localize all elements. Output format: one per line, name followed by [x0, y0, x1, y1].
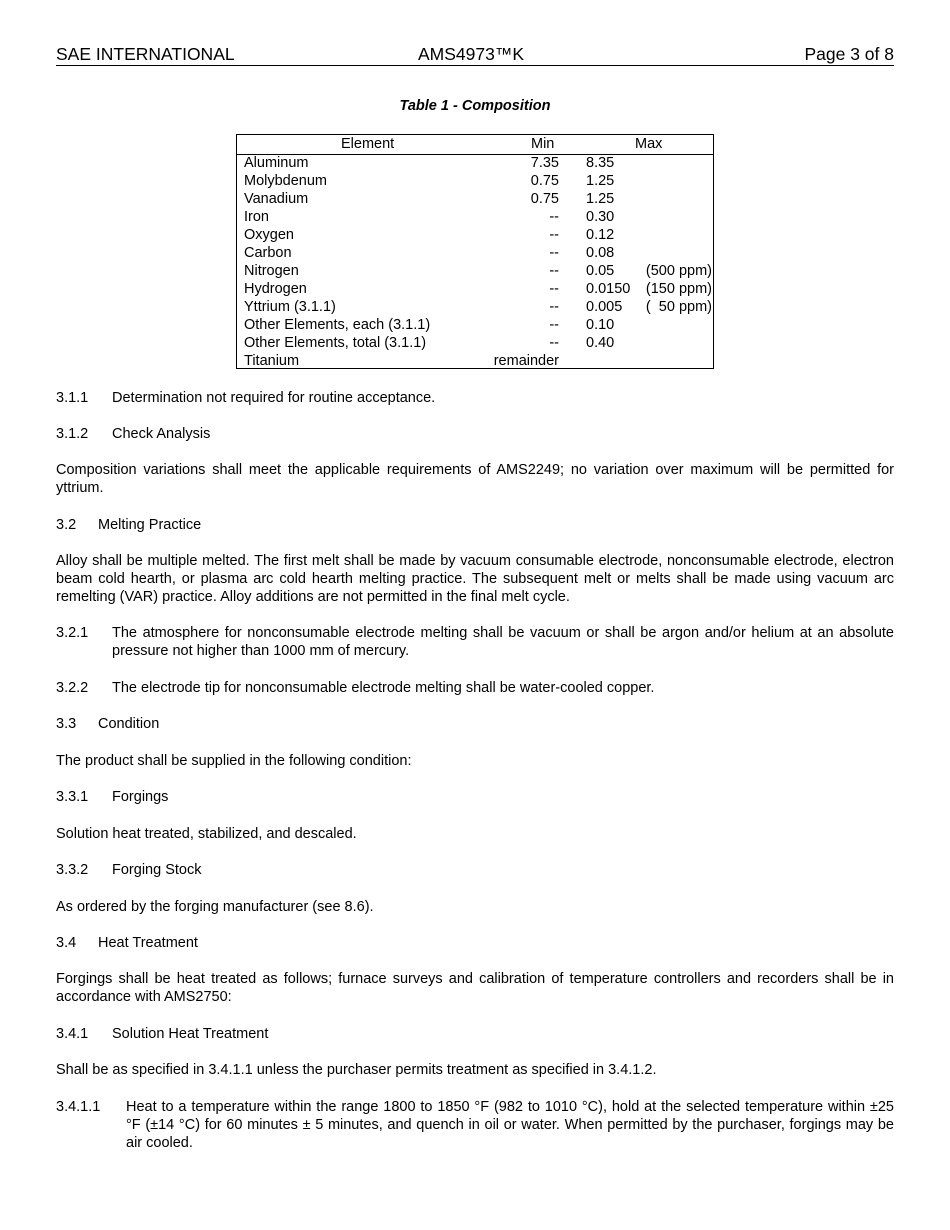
section-text: The atmosphere for nonconsumable electrode melting shall be vacuum or shall be argon and/or helium at an absolute pressure not higher than 1000 mm of mercury.: [112, 625, 894, 659]
section-number: 3.3.1: [56, 789, 89, 805]
cell-element: Vanadium: [244, 191, 309, 207]
cell-element: Titanium: [244, 353, 300, 369]
cell-ppm: (500 ppm): [645, 263, 712, 279]
header-page-number: Page 3 of 8: [804, 44, 894, 64]
section-number: 3.3: [56, 716, 77, 732]
cell-max: 0.10: [586, 317, 615, 333]
paragraph-forgings: Solution heat treated, stabilized, and descaled.: [56, 826, 357, 842]
section-title: Forging Stock: [112, 862, 202, 878]
table-row: [237, 298, 713, 316]
cell-max: 0.005: [586, 299, 623, 315]
section-number: 3.4.1.1: [56, 1099, 101, 1115]
paragraph-solution-heat-treatment: Shall be as specified in 3.4.1.1 unless the purchaser permits treatment as specified in 3.4.1.2.: [56, 1062, 657, 1078]
cell-max: 0.30: [586, 209, 615, 225]
cell-element: Oxygen: [244, 227, 294, 243]
table-row: [237, 208, 713, 226]
column-header-element: Element: [341, 136, 395, 152]
cell-element: Hydrogen: [244, 281, 307, 297]
paragraph-condition: The product shall be supplied in the following condition:: [56, 753, 412, 769]
table-row: [237, 226, 713, 244]
cell-element: Yttrium (3.1.1): [244, 299, 336, 315]
table-row: [237, 172, 713, 190]
table-row: [237, 352, 713, 370]
cell-max: 0.12: [586, 227, 615, 243]
cell-min: --: [549, 227, 559, 243]
cell-max: 0.0150: [586, 281, 631, 297]
section-number: 3.2.1: [56, 625, 89, 641]
cell-max: 1.25: [586, 191, 615, 207]
section-number: 3.4.1: [56, 1026, 89, 1042]
header-organization: SAE INTERNATIONAL: [56, 44, 235, 64]
section-number: 3.2.2: [56, 680, 89, 696]
table-row: [237, 262, 713, 280]
table-row: [237, 244, 713, 262]
cell-min: --: [549, 317, 559, 333]
cell-min: --: [549, 281, 559, 297]
section-number: 3.3.2: [56, 862, 89, 878]
cell-element: Other Elements, each (3.1.1): [244, 317, 431, 333]
table-row: [237, 316, 713, 334]
table-row: [237, 154, 713, 172]
cell-max: 0.08: [586, 245, 615, 261]
composition-table: [236, 134, 714, 369]
section-text: The electrode tip for nonconsumable electrode melting shall be water-cooled copper.: [112, 680, 655, 696]
cell-min: 0.75: [530, 173, 559, 189]
cell-min: 0.75: [530, 191, 559, 207]
cell-element: Molybdenum: [244, 173, 328, 189]
paragraph-heat-treatment: Forgings shall be heat treated as follows; furnace surveys and calibration of temperature controllers and recorders shall be in accordance with AMS2750:: [56, 971, 894, 1005]
section-title: Check Analysis: [112, 426, 211, 442]
section-title: Melting Practice: [98, 517, 202, 533]
section-title: Condition: [98, 716, 160, 732]
cell-min: remainder: [493, 353, 559, 369]
cell-max: 0.40: [586, 335, 615, 351]
section-title: Forgings: [112, 789, 169, 805]
cell-element: Iron: [244, 209, 269, 225]
table-row: [237, 334, 713, 352]
section-number: 3.4: [56, 935, 77, 951]
cell-element: Other Elements, total (3.1.1): [244, 335, 427, 351]
section-number: 3.2: [56, 517, 77, 533]
cell-min: --: [549, 245, 559, 261]
section-title: Heat Treatment: [98, 935, 198, 951]
section-number: 3.1.2: [56, 426, 89, 442]
paragraph-melting-practice: Alloy shall be multiple melted. The first melt shall be made by vacuum consumable electrode, nonconsumable electrode, electron beam cold hearth, or plasma arc cold hearth melting practice. The subsequent melt or melts shall be made using vacuum arc remelting (VAR) practice. Alloy additions are not permitted in the final melt cycle.: [56, 553, 894, 605]
paragraph-check-analysis: Composition variations shall meet the applicable requirements of AMS2249; no variation over maximum will be permitted for yttrium.: [56, 462, 894, 496]
page-header: [56, 44, 894, 66]
cell-max: 0.05: [586, 263, 615, 279]
cell-ppm: ( 50 ppm): [645, 299, 712, 315]
cell-element: Carbon: [244, 245, 292, 261]
section-text: Determination not required for routine acceptance.: [112, 390, 436, 406]
cell-max: 8.35: [586, 155, 615, 171]
table-header-row: [237, 135, 713, 155]
table-row: [237, 190, 713, 208]
paragraph-forging-stock: As ordered by the forging manufacturer (see 8.6).: [56, 899, 374, 915]
cell-min: --: [549, 263, 559, 279]
cell-min: --: [549, 299, 559, 315]
column-header-min: Min: [531, 136, 555, 152]
cell-ppm: (150 ppm): [645, 281, 712, 297]
section-title: Solution Heat Treatment: [112, 1026, 269, 1042]
cell-min: --: [549, 209, 559, 225]
cell-element: Aluminum: [244, 155, 309, 171]
section-text: Heat to a temperature within the range 1800 to 1850 °F (982 to 1010 °C), hold at the selected temperature within ±25 °F (±14 °C) for 60 minutes ± 5 minutes, and quench in oil or water. When permitted by the purchaser, forgings may be air cooled.: [126, 1099, 894, 1151]
cell-min: 7.35: [530, 155, 559, 171]
table-row: [237, 280, 713, 298]
table-caption: Table 1 - Composition: [399, 98, 551, 114]
cell-max: 1.25: [586, 173, 615, 189]
cell-element: Nitrogen: [244, 263, 299, 279]
column-header-max: Max: [635, 136, 663, 152]
cell-min: --: [549, 335, 559, 351]
section-number: 3.1.1: [56, 390, 89, 406]
header-document-id: AMS4973™K: [418, 44, 525, 64]
